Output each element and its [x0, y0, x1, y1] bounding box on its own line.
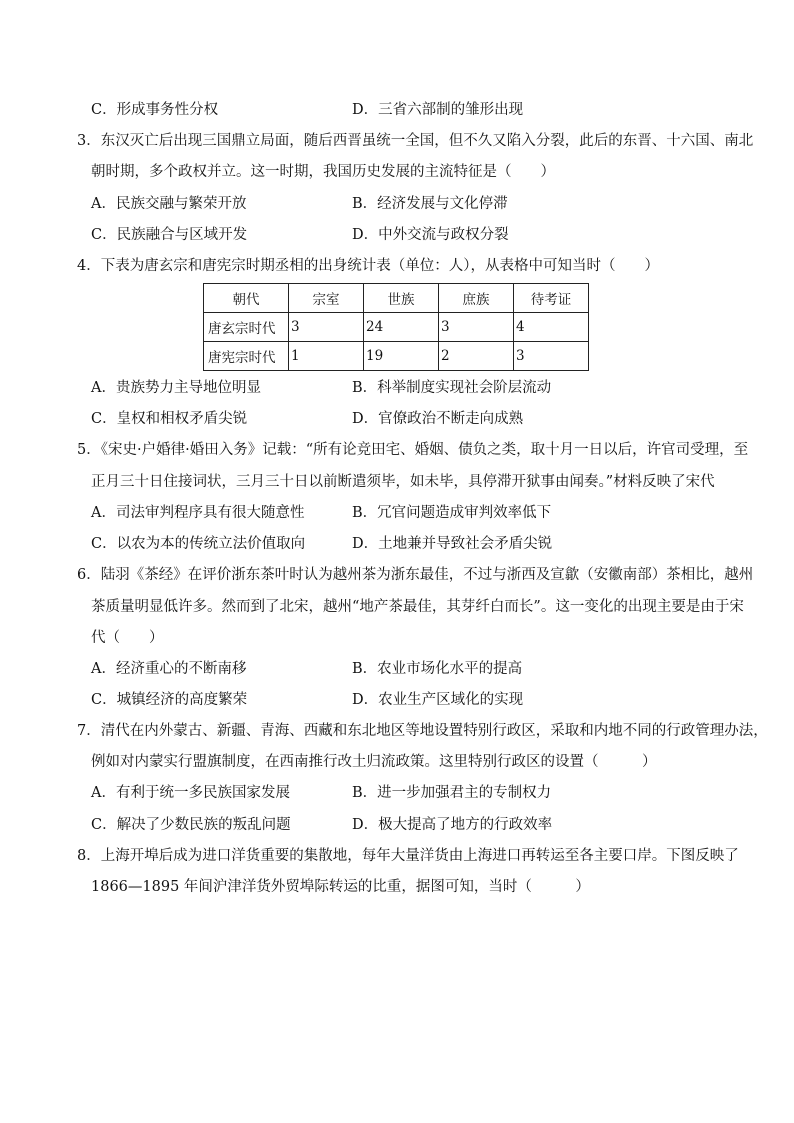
q3-stem-line1: 3．东汉灭亡后出现三国鼎立局面，随后西晋虽统一全国，但不久又陷入分裂，此后的东晋、十六国、南北 [77, 133, 754, 149]
q6-option-c: C．城镇经济的高度繁荣 [91, 692, 248, 708]
q4-stem-line1: 4．下表为唐玄宗和唐宪宗时期丞相的出身统计表（单位：人），从表格中可知当时（ ） [77, 258, 659, 274]
q6-option-b: B．农业市场化水平的提高 [352, 661, 523, 677]
q6-stem-line2: 茶质量明显低许多。然而到了北宋，越州“地产茶最佳，其芽纤白而长”。这一变化的出现主要是由于宋 [91, 599, 744, 615]
q7-option-a: A．有利于统一多民族国家发展 [91, 785, 290, 801]
table-cell: 3 [439, 313, 514, 342]
table-header-cell: 宗室 [289, 284, 364, 313]
table-cell: 1 [289, 342, 364, 371]
table-header-cell: 朝代 [204, 284, 289, 313]
q7-option-c: C．解决了少数民族的叛乱问题 [91, 817, 291, 833]
q2-option-c: C．形成事务性分权 [91, 102, 219, 118]
q3-option-d: D．中外交流与政权分裂 [352, 227, 509, 243]
table-row [204, 313, 589, 342]
q7-option-d: D．极大提高了地方的行政效率 [352, 817, 553, 833]
table-header-row [204, 284, 589, 313]
q3-option-c: C．民族融合与区域开发 [91, 227, 248, 243]
q6-stem-line1: 6．陆羽《茶经》在评价浙东茶叶时认为越州茶为浙东最佳，不过与浙西及宣歙（安徽南部）茶相比，越州 [77, 567, 754, 583]
table-row [204, 342, 589, 371]
q6-option-d: D．农业生产区域化的实现 [352, 692, 524, 708]
table-header-cell: 待考证 [514, 284, 589, 313]
q4-option-a: A．贵族势力主导地位明显 [91, 380, 261, 396]
q5-option-c: C．以农为本的传统立法价值取向 [91, 536, 306, 552]
q5-option-b: B．冗官问题造成审判效率低下 [352, 505, 552, 521]
q3-option-a: A．民族交融与繁荣开放 [91, 196, 247, 212]
table-cell: 唐宪宗时代 [204, 342, 289, 371]
table-cell: 19 [364, 342, 439, 371]
q6-option-a: A．经济重心的不断南移 [91, 661, 247, 677]
table-cell: 24 [364, 313, 439, 342]
table-header-cell: 庶族 [439, 284, 514, 313]
table-header-cell: 世族 [364, 284, 439, 313]
q6-stem-line3: 代（ ） [91, 630, 164, 646]
q3-option-b: B．经济发展与文化停滞 [352, 196, 508, 212]
q8-stem-line1: 8．上海开埠后成为进口洋货重要的集散地，每年大量洋货由上海进口再转运至各主要口岸。下图反映了 [77, 848, 739, 864]
q7-stem-line1: 7．清代在内外蒙古、新疆、青海、西藏和东北地区等地设置特别行政区，采取和内地不同的行政管理办法， [77, 723, 768, 739]
table-cell: 3 [289, 313, 364, 342]
q8-stem-line2: 1866—1895 年间沪津洋货外贸埠际转运的比重，据图可知，当时（ ） [91, 879, 590, 895]
q7-option-b: B．进一步加强君主的专制权力 [352, 785, 552, 801]
q5-stem-line2: 正月三十日住接词状，三月三十日以前断遣须毕，如未毕，具停滞开狱事由闻奏。”材料反映了宋代 [91, 474, 715, 490]
q5-stem-line1: 5．《宋史·户婚律·婚田入务》记载：“所有论竞田宅、婚姻、债负之类，取十月一日以后，许官司受理，至 [77, 442, 749, 458]
table-cell: 3 [514, 342, 589, 371]
q4-stats-table [203, 283, 589, 371]
q7-stem-line2: 例如对内蒙实行盟旗制度，在西南推行改土归流政策。这里特别行政区的设置（ ） [91, 754, 657, 770]
table-cell: 4 [514, 313, 589, 342]
q4-option-c: C．皇权和相权矛盾尖锐 [91, 411, 248, 427]
table-cell: 唐玄宗时代 [204, 313, 289, 342]
q5-option-a: A．司法审判程序具有很大随意性 [91, 505, 305, 521]
table-cell: 2 [439, 342, 514, 371]
q2-option-d: D．三省六部制的雏形出现 [352, 102, 524, 118]
q5-option-d: D．土地兼并导致社会矛盾尖锐 [352, 536, 553, 552]
q3-stem-line2: 朝时期，多个政权并立。这一时期，我国历史发展的主流特征是（ ） [91, 164, 555, 180]
q4-option-d: D．官僚政治不断走向成熟 [352, 411, 524, 427]
q4-option-b: B．科举制度实现社会阶层流动 [352, 380, 552, 396]
